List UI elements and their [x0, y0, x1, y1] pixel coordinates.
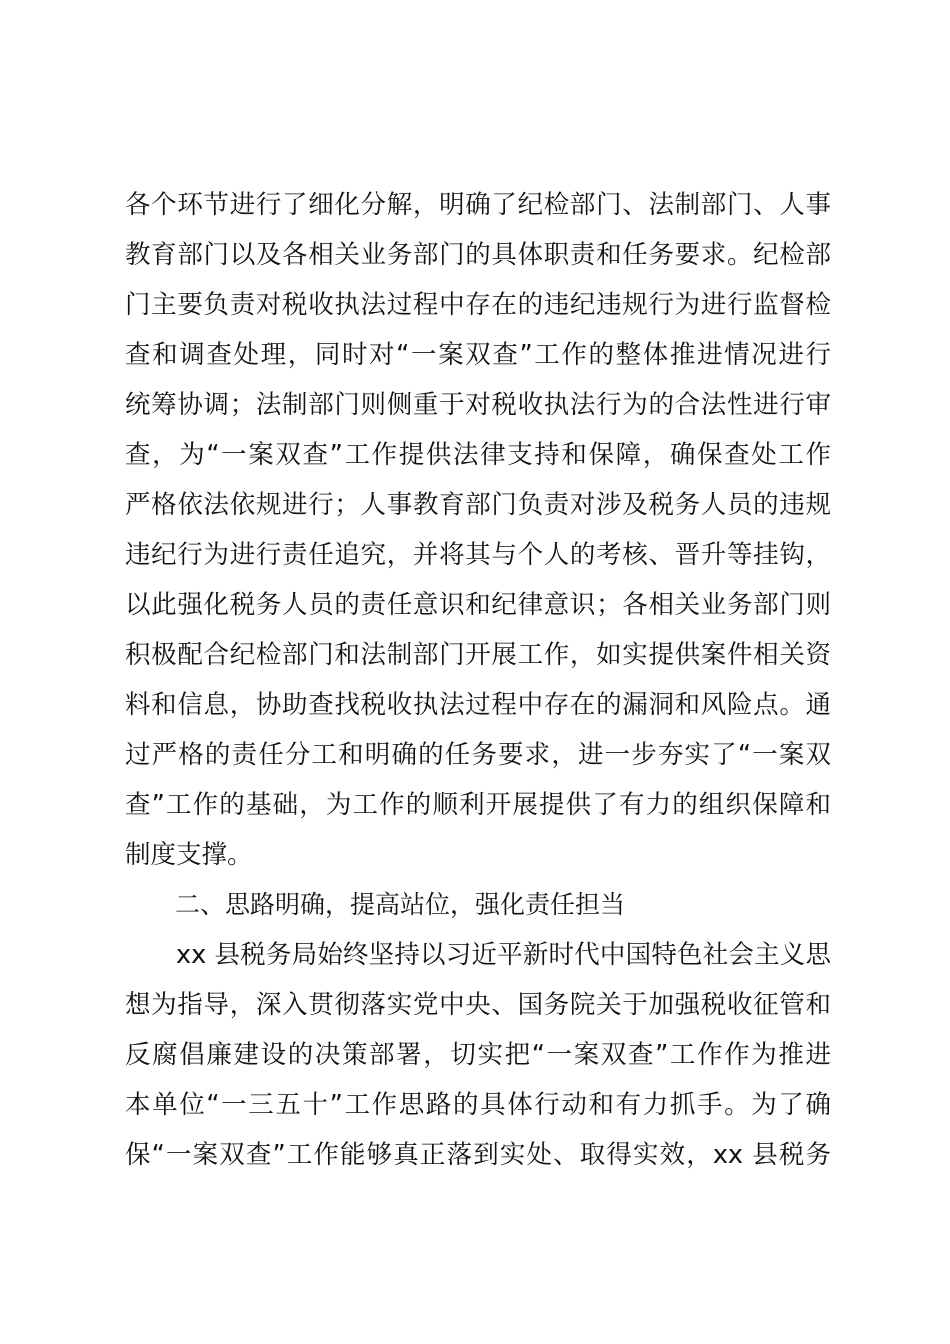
document-body	[125, 180, 831, 1180]
paragraph-line: 制度支撑。	[125, 840, 253, 870]
paragraph-line: 料和信息，协助查找税收执法过程中存在的漏洞和风险点。通	[125, 690, 831, 720]
paragraph-line: 统筹协调；法制部门则侧重于对税收执法行为的合法性进行审	[125, 390, 831, 420]
paragraph-line: 违纪行为进行责任追究，并将其与个人的考核、晋升等挂钩，	[125, 540, 831, 570]
paragraph-line: 严格依法依规进行；人事教育部门负责对涉及税务人员的违规	[125, 490, 831, 520]
paragraph-line: 各个环节进行了细化分解，明确了纪检部门、法制部门、人事	[125, 190, 831, 220]
paragraph-line: 积极配合纪检部门和法制部门开展工作，如实提供案件相关资	[125, 640, 831, 670]
section-heading: 二、思路明确，提高站位，强化责任担当	[175, 890, 626, 919]
paragraph-line: 查”工作的基础，为工作的顺利开展提供了有力的组织保障和	[125, 790, 831, 820]
paragraph-line: 保“一案双查”工作能够真正落到实处、取得实效，xx 县税务	[125, 1140, 831, 1170]
paragraph-line: 过严格的责任分工和明确的任务要求，进一步夯实了“一案双	[125, 740, 831, 770]
paragraph-line: 以此强化税务人员的责任意识和纪律意识；各相关业务部门则	[125, 590, 831, 620]
body-paragraph	[125, 930, 831, 1180]
paragraph-line: 门主要负责对税收执法过程中存在的违纪违规行为进行监督检	[125, 290, 831, 320]
paragraph-line: 想为指导，深入贯彻落实党中央、国务院关于加强税收征管和	[125, 990, 831, 1020]
paragraph-line: 教育部门以及各相关业务部门的具体职责和任务要求。纪检部	[125, 240, 831, 270]
paragraph-line: 反腐倡廉建设的决策部署，切实把“一案双查”工作作为推进	[125, 1040, 831, 1070]
paragraph-line: 本单位“一三五十”工作思路的具体行动和有力抓手。为了确	[125, 1090, 831, 1120]
body-paragraph	[125, 180, 831, 880]
paragraph-line: 查，为“一案双查”工作提供法律支持和保障，确保查处工作	[125, 440, 831, 470]
paragraph-line: xx 县税务局始终坚持以习近平新时代中国特色社会主义思	[176, 940, 831, 970]
paragraph-line: 查和调查处理，同时对“一案双查”工作的整体推进情况进行	[125, 340, 831, 370]
